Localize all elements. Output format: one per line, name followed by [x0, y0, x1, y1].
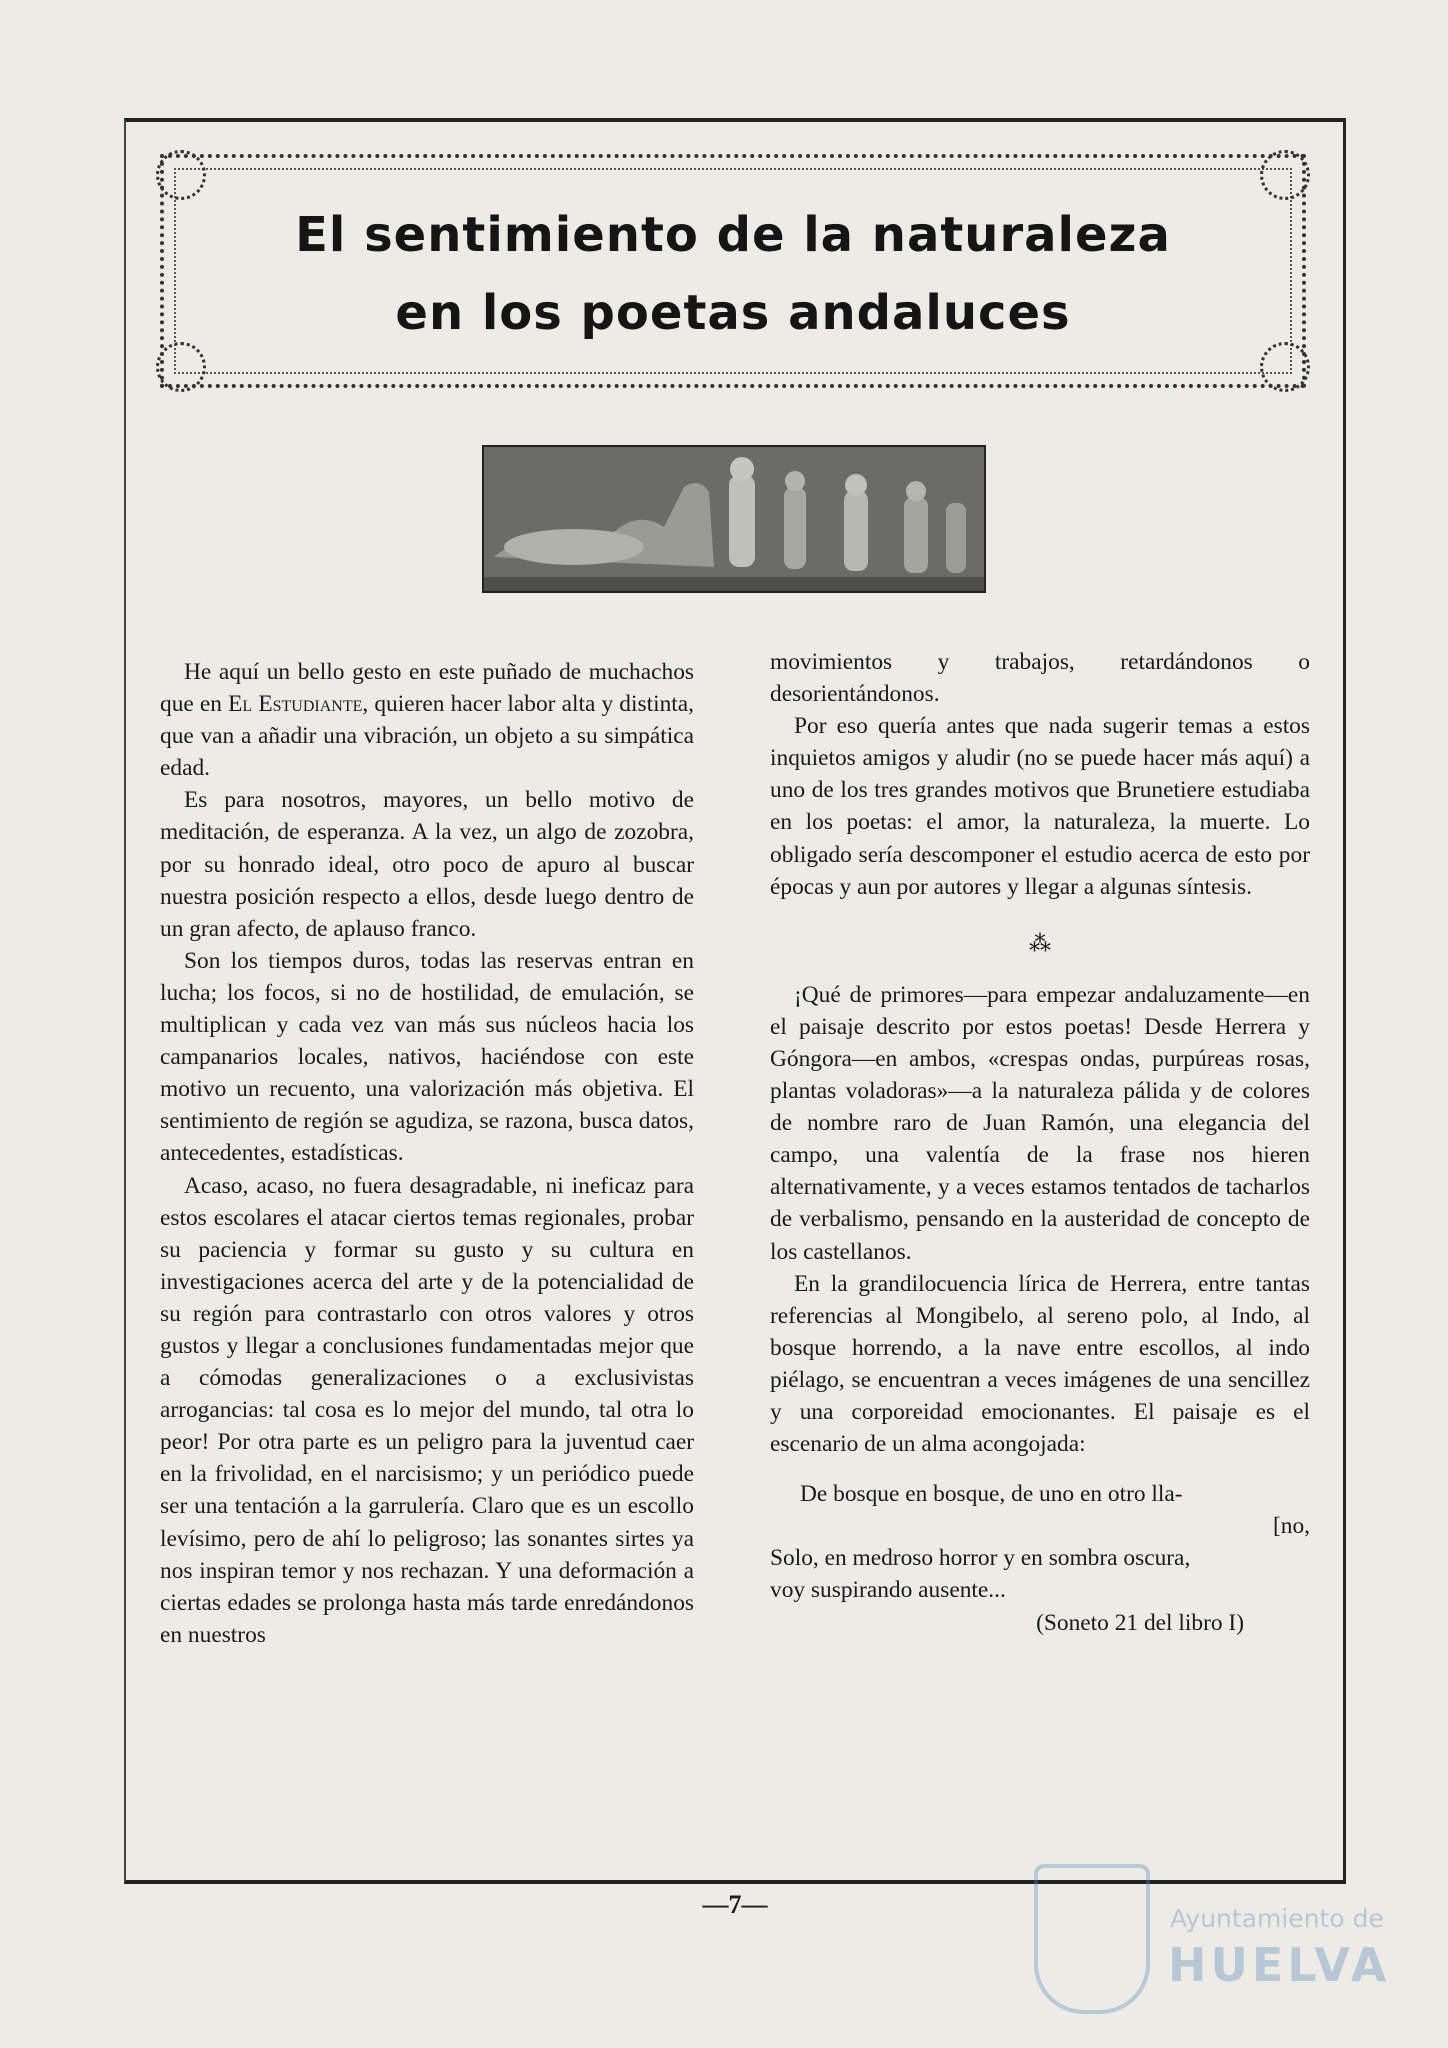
- paragraph: ¡Qué de primores—para empezar andaluzamente—en el paisaje descrito por estos poetas! Desde Herrera y Góngora—en ambos, «crespas ondas, purpúreas rosas, plantas voladoras»—a la naturaleza pálida y de colores de nombre raro de Juan Ramón, una elegancia del campo, una valentía de la frase nos hieren alternativamente, y a veces estamos tentados de tacharlos de verbalismo, pensando en la austeridad de concepto de los castellanos.: [770, 981, 1310, 1265]
- poem-line: Solo, en medroso horror y en sombra oscura,: [770, 1545, 1191, 1572]
- section-separator: ⁂: [1029, 930, 1051, 956]
- text-span: He aquí un bello gesto en este puñado de muchachos que en: [160, 659, 694, 718]
- paragraph: Es para nosotros, mayores, un bello motivo de meditación, de esperanza. A la vez, un algo de zozobra, por su honrado ideal, otro poco de apuro al buscar nuestra posición respecto a ellos, desde luego dentro de un gran afecto, de aplauso franco.: [160, 787, 694, 942]
- poem-line: De bosque en bosque, de uno en otro lla-: [800, 1481, 1183, 1508]
- paragraph-continuation: movimientos y trabajos, retardándonos o desorientándonos.: [770, 649, 1310, 708]
- paragraph: Acaso, acaso, no fuera desagradable, ni ineficaz para estos escolares el atacar ciertos temas regionales, probar su paciencia y formar su gusto y su cultura en investigaciones acerca del arte y de la potencialidad de su región para contrastarlo con otros valores y otros gustos y llegar a conclusiones fundamentadas mejor que a cómodas generalizaciones o a exclusivistas arrogancias: tal cosa es lo mejor del mundo, tal otra lo peor! Por otra parte es un peligro para la juventud caer en la frivolidad, en el narcisismo; y un periódico puede ser una tentación a la garrulería. Claro que es un escollo levísimo, pero de ahí lo peligroso; las sonantes sirtes ya nos inspiran temor y nos rechazan. Y una deformación a ciertas edades se prolonga hasta más tarde enredándonos en nuestros: [160, 1172, 694, 1648]
- article-title: [160, 196, 1306, 352]
- poem-source: (Soneto 21 del libro I): [1036, 1609, 1244, 1636]
- paragraph: En la grandilocuencia lírica de Herrera, entre tantas referencias al Mongibelo, al sereno polo, al Indo, al bosque horrendo, a la nave entre escollos, al indo piélago, se encuentran a veces imágenes de una sencillez y una corporeidad emocionantes. El paisaje es el escenario de un alma acongojada:: [770, 1270, 1310, 1458]
- title-line-2: en los poetas andaluces: [395, 285, 1071, 341]
- left-column: [160, 656, 694, 1651]
- watermark: [1032, 1856, 1402, 2026]
- journal-name: El Estudiante: [228, 691, 363, 718]
- text-span: , quieren hacer labor alta y distinta, que van a añadir una vibración, un objeto a su simpática edad.: [160, 691, 695, 782]
- poem-line-wrap: [no,: [1272, 1513, 1310, 1540]
- coat-of-arms-icon: [1034, 1864, 1150, 2014]
- page-number: —7—: [702, 1890, 768, 1919]
- paragraph: [160, 656, 694, 784]
- watermark-line-1: Ayuntamiento de: [1170, 1904, 1384, 1933]
- paragraph: Son los tiempos duros, todas las reservas entran en lucha; los focos, si no de hostilidad, de emulación, se multiplican y cada vez van más sus núcleos hacia los campanarios locales, nativos, haciéndose con este motivo un recuento, una valorización más objetiva. El sentimiento de región se agudiza, se razona, busca datos, antecedentes, estadísticas.: [160, 947, 694, 1167]
- corner-ornament-icon: [1260, 150, 1310, 200]
- right-column: [770, 646, 1310, 1639]
- title-line-1: El sentimiento de la naturaleza: [295, 207, 1171, 263]
- relief-illustration: [482, 445, 986, 593]
- corner-ornament-icon: [156, 150, 206, 200]
- poem-quote: [770, 1478, 1310, 1606]
- poem-line: voy suspirando ausente...: [770, 1577, 1006, 1604]
- watermark-line-2: HUELVA: [1168, 1938, 1391, 1992]
- paragraph: Por eso quería antes que nada sugerir temas a estos inquietos amigos y aludir (no se puede hacer más aquí) a uno de los tres grandes motivos que Brunetiere estudiaba en los poetas: el amor, la naturaleza, la muerte. Lo obligado sería descomponer el estudio acerca de esto por épocas y aun por autores y llegar a algunas síntesis.: [770, 713, 1310, 900]
- relief-figures-icon: [484, 447, 984, 591]
